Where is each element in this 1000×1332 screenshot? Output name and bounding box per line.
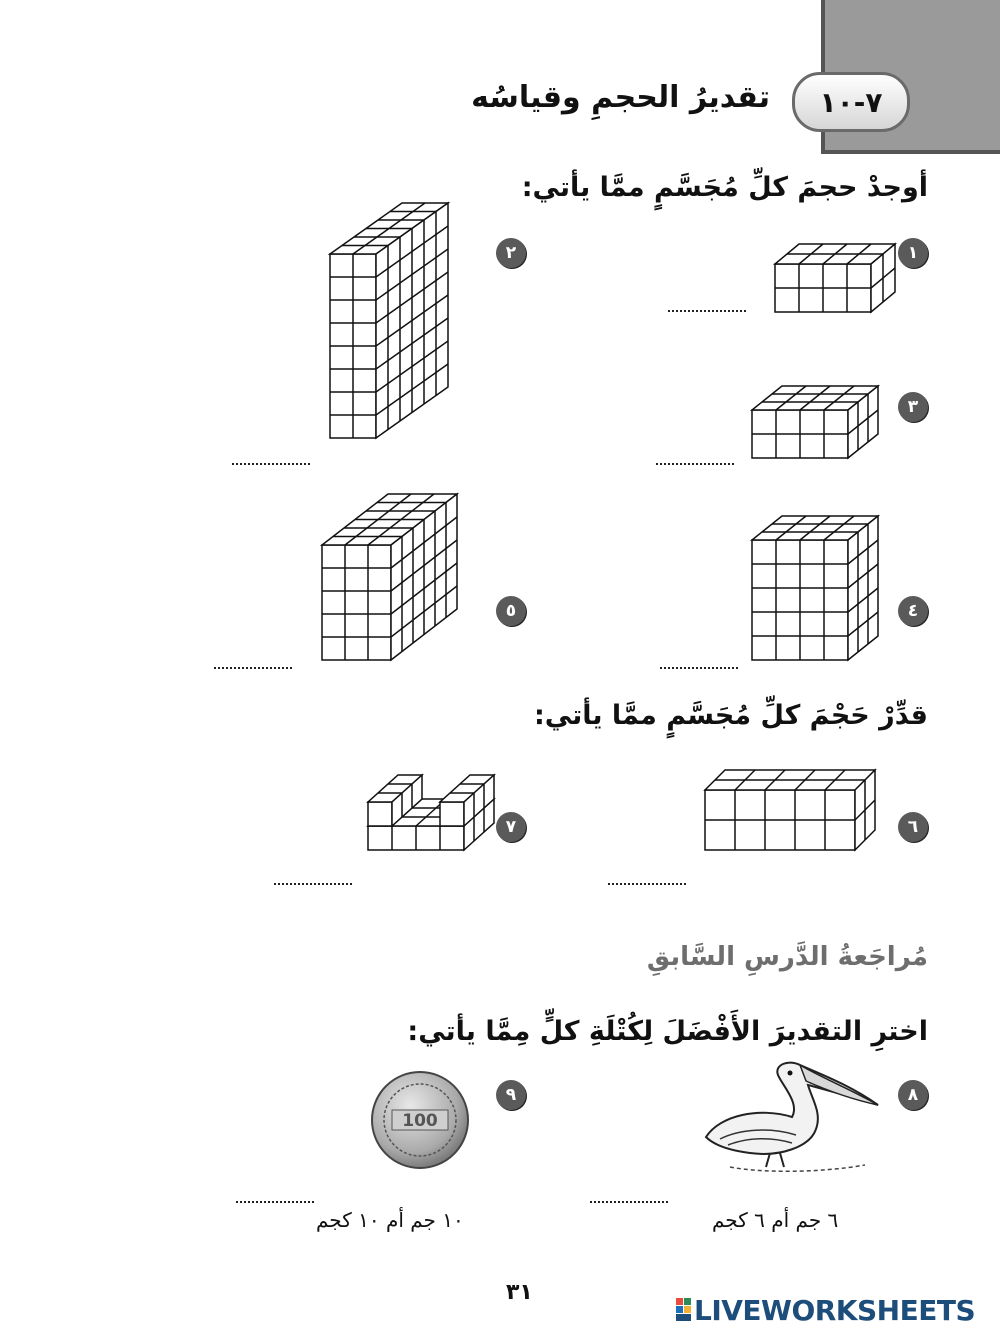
question-number-3: ٣ xyxy=(898,392,928,422)
lesson-number: ٧-١٠ xyxy=(819,85,883,119)
section2-instruction: قدِّرْ حَجْمَ كلِّ مُجَسَّمٍ ممَّا يأتي: xyxy=(533,700,928,731)
question-number-7: ٧ xyxy=(496,812,526,842)
question-number-5: ٥ xyxy=(496,596,526,626)
section1-instruction: أوجدْ حجمَ كلِّ مُجَسَّمٍ ممَّا يأتي: xyxy=(521,172,928,203)
mass-choices-9: ١٠ جم أم ١٠ كجم xyxy=(316,1208,464,1232)
answer-blank-9[interactable] xyxy=(236,1200,314,1203)
liveworksheets-logo-icon xyxy=(676,1298,692,1322)
mass-choices-8: ٦ جم أم ٦ كجم xyxy=(712,1208,839,1232)
answer-blank-6[interactable] xyxy=(608,882,686,885)
question-number-2: ٢ xyxy=(496,238,526,268)
coin-denomination: 100 xyxy=(402,1111,438,1131)
watermark: LIVEWORKSHEETS xyxy=(694,1294,976,1327)
question-number-4: ٤ xyxy=(898,596,928,626)
page-number: ٣١ xyxy=(506,1280,533,1305)
coin-image xyxy=(370,1070,470,1170)
answer-blank-8[interactable] xyxy=(590,1200,668,1203)
review-instruction: اخترِ التقديرَ الأَفْضَلَ لِكُتْلَةِ كلٍّ مِمَّا يأتي: xyxy=(407,1016,928,1047)
question-number-1: ١ xyxy=(898,238,928,268)
answer-blank-7[interactable] xyxy=(274,882,352,885)
cube-solid-5 xyxy=(322,545,391,660)
question-number-8: ٨ xyxy=(898,1080,928,1110)
page-title: تقديرُ الحجمِ وقياسُه xyxy=(471,80,770,115)
question-number-9: ٩ xyxy=(496,1080,526,1110)
question-number-6: ٦ xyxy=(898,812,928,842)
review-heading: مُراجَعةُ الدَّرسِ السَّابقِ xyxy=(646,942,928,972)
pelican-image xyxy=(700,1055,885,1175)
